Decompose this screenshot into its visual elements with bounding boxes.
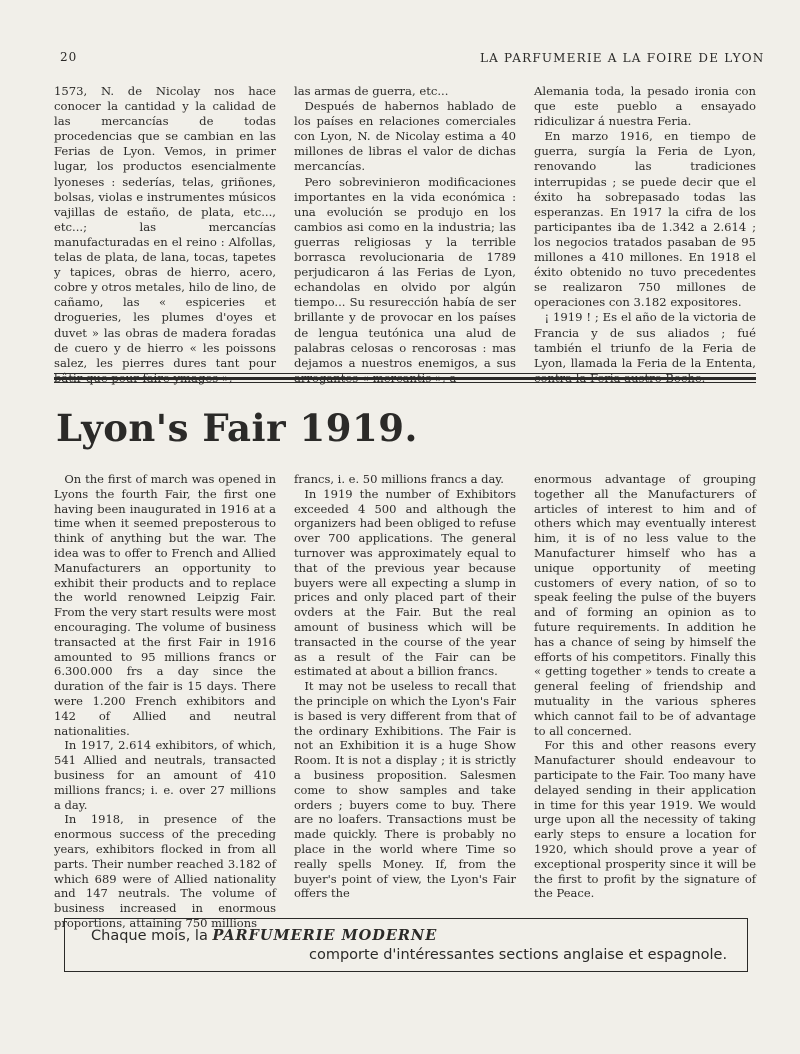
spanish-column-3 xyxy=(534,84,756,385)
paragraph: In 1917, 2.614 exhibitors, of which, 541 Allied and neutrals, transacted business for an amount of 410 millions francs; i. e. over 27 millions a day. xyxy=(54,738,276,812)
paragraph: ¡ 1919 ! ; Es el año de la victoria de Francia y de sus aliados ; fué también el triunfo de la Feria de Lyon, llamada la Feria de la Ententa, contra la Feria austro Boche. xyxy=(534,310,756,385)
english-column-1 xyxy=(54,472,276,930)
article-title: Lyon's Fair 1919. xyxy=(56,406,418,450)
page-number: 20 xyxy=(60,50,78,64)
spanish-article xyxy=(54,84,756,385)
spanish-column-1 xyxy=(54,84,276,385)
paragraph: las armas de guerra, etc... xyxy=(294,84,449,98)
divider-line xyxy=(54,377,756,380)
divider-line xyxy=(54,373,756,374)
notice-box xyxy=(64,918,748,972)
divider-line xyxy=(54,382,756,383)
paragraph: In 1918, in presence of the enormous success of the preceding years, exhibitors flocked in from all parts. Their number reached 3.182 of which 689 were of Allied nationality and 147 neutrals. The volume of business increased in enormous proportions, attaining 750 millions xyxy=(54,812,276,930)
paragraph: enormous advantage of grouping together all the Manufacturers of articles of interest to him and of others which may eventually interest him, it is of no less value to the Manufacturer himself who has a unique opportunity of meeting customers of every nation, of so to speak feeling the pulse of the buyers and of forming an opinion as to future requirements. In addition he has a chance of seing by himself the efforts of his competitors. Finally this « getting together » tends to create a general feeling of friendship and mutuality in the various spheres which cannot fail to be of advantage to all concerned. xyxy=(534,472,756,738)
paragraph: Después de habernos hablado de los países en relaciones comerciales con Lyon, N. de Nicolay estima a 40 millones de libras el valor de dichas mercancías. xyxy=(294,99,516,174)
paragraph: It may not be useless to recall that the principle on which the Lyon's Fair is based is very different from that of the ordinary Exhibitions. The Fair is not an Exhibition it is a huge Show Room. It is not a display ; it is strictly a business proposition. Salesmen come to show samples and take orders ; buyers come to buy. There are no loafers. Transactions must be made quickly. There is probably no place in the world where Time so really spells Money. If, from the buyer's point of view, the Lyon's Fair offers the xyxy=(294,679,516,901)
paragraph: For this and other reasons every Manufacturer should endeavour to participate to the Fair. Too many have delayed sending in their application in time for this year 1919. We would urge upon all the necessity of taking early steps to ensure a location for 1920, which should prove a year of exceptional prosperity since it will be the first to profit by the signature of the Peace. xyxy=(534,738,756,901)
english-article xyxy=(54,472,756,930)
notice-line-2: comporte d'intéressantes sections anglaise et espagnole. xyxy=(309,947,728,963)
notice-brand: PARFUMERIE MODERNE xyxy=(212,927,438,944)
section-divider xyxy=(54,373,756,383)
spanish-column-2 xyxy=(294,84,516,385)
english-column-3 xyxy=(534,472,756,902)
paragraph: francs, i. e. 50 millions francs a day. xyxy=(294,472,504,486)
paragraph: En marzo 1916, en tiempo de guerra, surgía la Feria de Lyon, renovando las tradiciones interrupidas ; se puede decir que el éxito ha sobrepasado todas las esperanzas. En 1917 la cifra de los participantes iba de 1.342 a 2.614 ; los negocios tratados pasaban de 95 millones a 410 millones. En 1918 el éxito obtenido no tuvo precedentes se realizaron 750 millones de operaciones con 3.182 expositores. xyxy=(534,129,756,310)
notice-line-1 xyxy=(91,927,437,944)
running-header: LA PARFUMERIE A LA FOIRE DE LYON xyxy=(480,51,765,65)
paragraph: 1573, N. de Nicolay nos hace conocer la cantidad y la calidad de las mercancías de todas procedencias que se cambian en las Ferias de Lyon. Vemos, in primer lugar, los productos esencialmente lyoneses : sederías, telas, griñones, bolsas, violas e instrumentes músicos vajillas de estaño, de plata, etc..., etc...; las mercancías manufacturadas en el reino : Alfollas, telas de plata, de lana, tocas, tapetes y tapices, obras de hierro, acero, cobre y otros metales, hilo de lino, de cañamo, las « espiceries et drogueries, les plumes d'oyes et duvet » las obras de madera foradas de cuero y de hierro « les poissons salez, les pierres dures tant pour bâtir que pour faire ymages », xyxy=(54,84,276,385)
paragraph: Alemania toda, la pesado ironia con que este pueblo a ensayado ridiculizar á nuestra Feria. xyxy=(534,84,756,129)
paragraph: In 1919 the number of Exhibitors exceeded 4 500 and although the organizers had been obliged to refuse over 700 applications. The general turnover was approximately equal to that of the previous year because buyers were all expecting a slump in prices and only placed part of their ovders at the Fair. But the real amount of business which will be transacted in the course of the year as a result of the Fair can be estimated at about a billion francs. xyxy=(294,486,516,679)
paragraph: Pero sobrevinieron modificaciones importantes en la vida económica : una evolución se produjo en los cambios asi como en la industria; las guerras religiosas y la terrible borrasca revolucionaria de 1789 perjudicaron á las Ferias de Lyon, echandolas en olvido por algún tiempo... Su resurección había de ser brillante y de provocar en los países de lengua teutónica una alud de palabras celosas o rencorosas : mas dejamos a nuestros enemigos, a sus arrogantes « mercantis », a xyxy=(294,174,516,385)
notice-prefix: Chaque mois, la xyxy=(91,928,213,944)
english-column-2 xyxy=(294,472,516,902)
paragraph: On the first of march was opened in Lyons the fourth Fair, the first one having been inaugurated in 1916 at a time when it seemed preposterous to think of anything but the war. The idea was to offer to French and Allied Manufacturers an opportunity to exhibit their products and to replace the world renowned Leipzig Fair. From the very start results were most encouraging. The volume of business transacted at the first Fair in 1916 amounted to 95 millions francs or 6.300.000 frs a day since the duration of the fair is 15 days. There were 1.200 French exhibitors and 142 of Allied and neutral nationalities. xyxy=(54,472,276,738)
